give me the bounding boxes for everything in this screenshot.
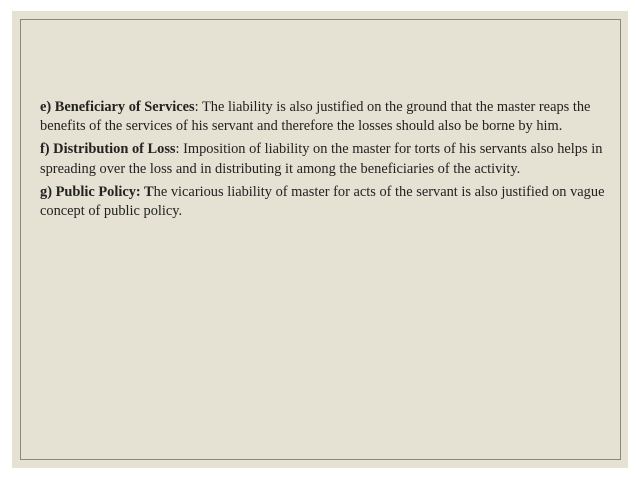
slide-border-frame — [20, 19, 621, 460]
paragraph-beneficiary-of-services — [40, 98, 606, 136]
paragraph-public-policy — [40, 183, 606, 221]
slide — [12, 11, 628, 468]
paragraph-term: g) Public Policy: T — [40, 183, 154, 200]
paragraph-distribution-of-loss — [40, 140, 606, 178]
paragraph-text: he vicarious liability of master for acts of the servant is also justified on vague concept of public policy. — [40, 183, 605, 220]
paragraph-term: f) Distribution of Loss — [40, 141, 176, 158]
paragraph-text: : Imposition of liability on the master for torts of his servants also helps in spreading over the loss and in distributing it among the beneficiaries of the activity. — [40, 141, 603, 177]
paragraph-term: e) Beneficiary of Services — [40, 99, 195, 115]
paragraph-text: : The liability is also justified on the ground that the master reaps the benefits of the services of his servant and therefore the losses should also be borne by him. — [40, 99, 591, 135]
slide-body — [40, 98, 606, 225]
